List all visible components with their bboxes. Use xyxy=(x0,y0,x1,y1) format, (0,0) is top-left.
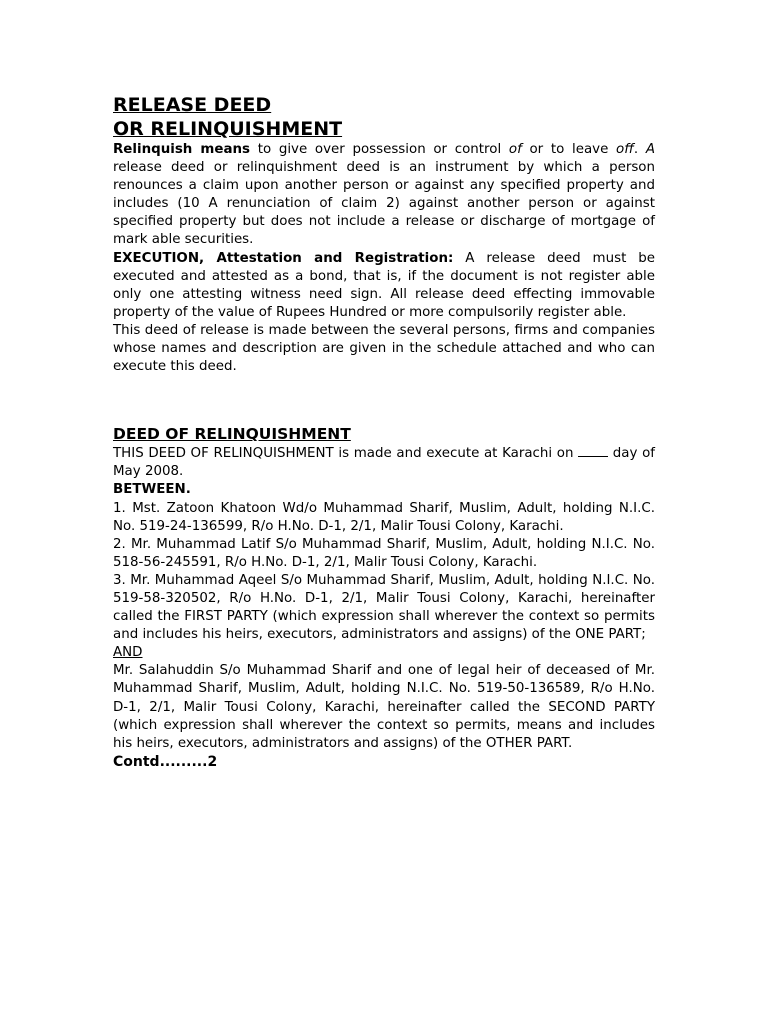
party-3: 3. Mr. Muhammad Aqeel S/o Muhammad Sharif, Muslim, Adult, holding N.I.C. No. 519-58-320502, R/o H.No. D-1, 2/1, Malir Tousi Colony, Karachi, hereinafter called the FIRST PARTY (which expression shall wherever the context so permits and includes his heirs, executors, administrators and assigns) of the ONE PART; xyxy=(113,572,655,643)
second-party: Mr. Salahuddin S/o Muhammad Sharif and one of legal heir of deceased of Mr. Muhammad Sharif, Muslim, Adult, holding N.I.C. No. 519-50-136589, R/o H.No. D-1, 2/1, Malir Tousi Colony, Karachi, hereinafter called the SECOND PARTY (which expression shall wherever the context so permits, means and includes his heirs, executors, administrators and assigns) of the OTHER PART. xyxy=(113,663,655,751)
continued-marker: Contd.........2 xyxy=(113,753,218,770)
date-blank-line xyxy=(578,444,608,457)
definition-a-word: A xyxy=(645,142,656,157)
deed-heading: DEED OF RELINQUISHMENT xyxy=(113,425,351,444)
definition-text-b: or to leave xyxy=(521,142,617,157)
definition-text-a: to give over possession or control xyxy=(250,142,509,157)
execution-text: A release deed must be executed and attested as a bond, that is, if the document is not register able only one attesting witness need sign. All release deed effecting immovable property of the value of Rupees Hundred or more compulsorily register able. xyxy=(113,250,655,320)
title-line-2: OR RELINQUISHMENT xyxy=(113,118,343,140)
between-label: BETWEEN. xyxy=(113,482,191,498)
definition-paragraph xyxy=(113,141,655,250)
section-gap xyxy=(113,376,655,424)
document-title xyxy=(113,93,655,141)
deed-intro-b: day of May 2008. xyxy=(113,446,655,480)
deed-intro xyxy=(113,444,655,481)
deed-intro-a: THIS DEED OF RELINQUISHMENT is made and execute at Karachi on xyxy=(113,446,574,462)
definition-of-word: of xyxy=(508,142,522,157)
schedule-paragraph: This deed of release is made between the several persons, firms and companies whose names and description are given in the schedule attached and who can execute this deed. xyxy=(113,322,655,375)
execution-heading: EXECUTION, Attestation and Registration: xyxy=(113,250,454,266)
definition-off-word: off xyxy=(616,142,634,157)
execution-paragraph xyxy=(113,250,655,322)
party-2: 2. Mr. Muhammad Latif S/o Muhammad Sharif, Muslim, Adult, holding N.I.C. No. 518-56-245591, R/o H.No. D-1, 2/1, Malir Tousi Colony, Karachi. xyxy=(113,536,655,570)
title-line-1: RELEASE DEED xyxy=(113,94,272,116)
definition-text-c: . xyxy=(633,142,646,157)
definition-text-d: release deed or relinquishment deed is an instrument by which a person renounces a claim upon another person or against any specified property and includes (10 A renunciation of claim 2) against another person or against specified property but does not include a release or discharge of mortgage of mark able securities. xyxy=(113,160,655,248)
definition-term: Relinquish means xyxy=(113,142,250,157)
and-word: AND xyxy=(113,645,143,661)
document-body xyxy=(113,93,655,771)
party-1: 1. Mst. Zatoon Khatoon Wd/o Muhammad Sharif, Muslim, Adult, holding N.I.C. No. 519-24-136599, R/o H.No. D-1, 2/1, Malir Tousi Colony, Karachi. xyxy=(113,500,655,534)
